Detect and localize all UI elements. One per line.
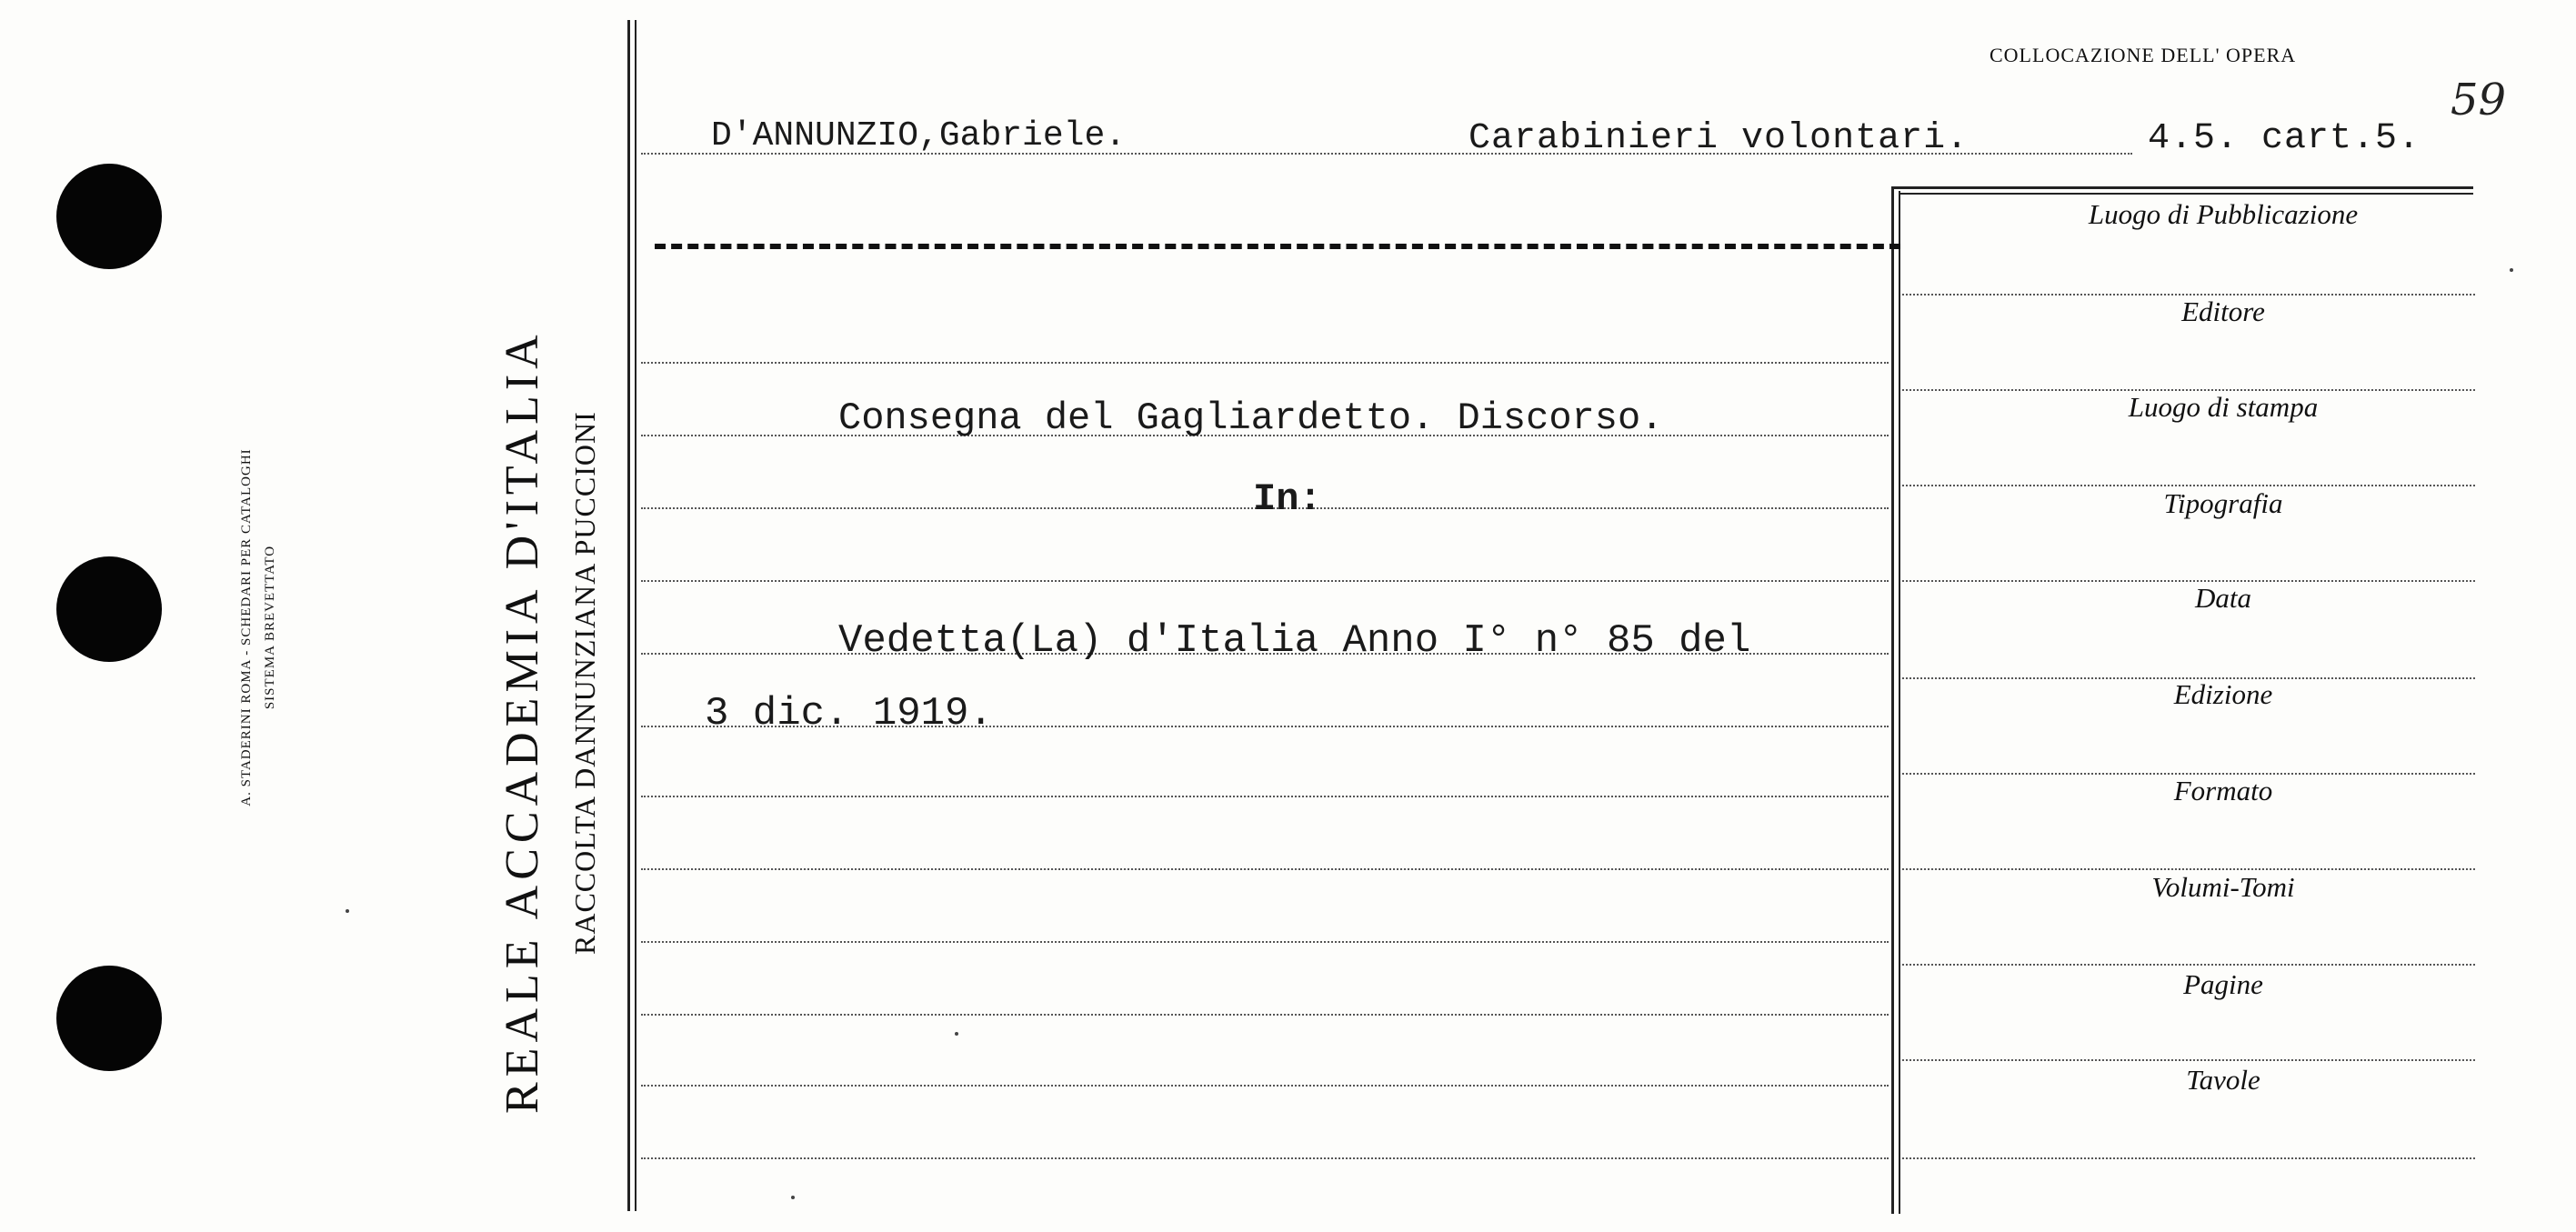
ruled-line xyxy=(641,580,1889,582)
institution-name: REALE ACCADEMIA D'ITALIA xyxy=(496,329,548,1114)
ruled-line xyxy=(641,1157,1889,1159)
field-line xyxy=(1902,1059,2475,1061)
field-line xyxy=(1902,964,2475,966)
collocazione-label: COLLOCAZIONE DELL' OPERA xyxy=(1990,44,2297,66)
ink-speck xyxy=(955,1032,958,1036)
printer-credit xyxy=(235,336,282,918)
source-line: Vedetta(La) d'Italia Anno I° n° 85 del xyxy=(838,618,1751,664)
field-tipografia: Tipografia xyxy=(2163,487,2283,519)
frame-left-line-inner xyxy=(635,20,636,1211)
field-line xyxy=(1902,1157,2475,1159)
in-label: In: xyxy=(1253,477,1322,521)
binder-hole xyxy=(56,164,162,269)
ruled-line xyxy=(641,796,1889,797)
ruled-line xyxy=(641,362,1889,364)
ruled-line xyxy=(641,1014,1889,1016)
field-volumi-tomi: Volumi-Tomi xyxy=(2151,871,2295,903)
series-title: Carabinieri volontari. xyxy=(1468,118,1970,159)
field-luogo-stampa: Luogo di stampa xyxy=(2128,391,2319,423)
field-luogo-pubblicazione: Luogo di Pubblicazione xyxy=(2088,198,2359,230)
publication-date: 3 dic. 1919. xyxy=(705,691,993,736)
ink-speck xyxy=(2510,268,2513,272)
ruled-line xyxy=(641,941,1889,943)
right-box-top xyxy=(1891,186,2473,189)
ruled-line xyxy=(641,1085,1889,1087)
author-name: D'ANNUNZIO,Gabriele. xyxy=(711,116,1127,155)
field-edizione: Edizione xyxy=(2173,678,2273,710)
ink-speck xyxy=(791,1196,795,1199)
collection-name: RACCOLTA DANNUNZIANA PUCCIONI xyxy=(568,411,601,955)
field-line xyxy=(1902,868,2475,870)
printer-credit-line1: A. STADERINI ROMA - SCHEDARI PER CATALOGHI xyxy=(239,448,254,806)
field-data: Data xyxy=(2195,582,2251,614)
binder-hole xyxy=(56,556,162,662)
field-formato: Formato xyxy=(2173,775,2273,806)
handwritten-number: 59 xyxy=(2451,75,2507,125)
ruled-line xyxy=(641,868,1889,870)
ink-speck xyxy=(346,909,349,913)
field-editore: Editore xyxy=(2181,295,2265,327)
work-title: Consegna del Gagliardetto. Discorso. xyxy=(838,396,1664,440)
binder-hole xyxy=(56,966,162,1071)
right-box-top-inner xyxy=(1899,193,2473,195)
frame-left-line xyxy=(627,20,630,1211)
field-line xyxy=(1902,485,2475,486)
shelfmark: 4.5. cart.5. xyxy=(2148,118,2421,159)
field-tavole: Tavole xyxy=(2186,1064,2260,1096)
field-pagine: Pagine xyxy=(2183,968,2263,1000)
column-divider xyxy=(1891,186,1894,1214)
printer-credit-line2: SISTEMA BREVETTATO xyxy=(263,545,277,710)
separator-dashes xyxy=(655,244,1900,249)
